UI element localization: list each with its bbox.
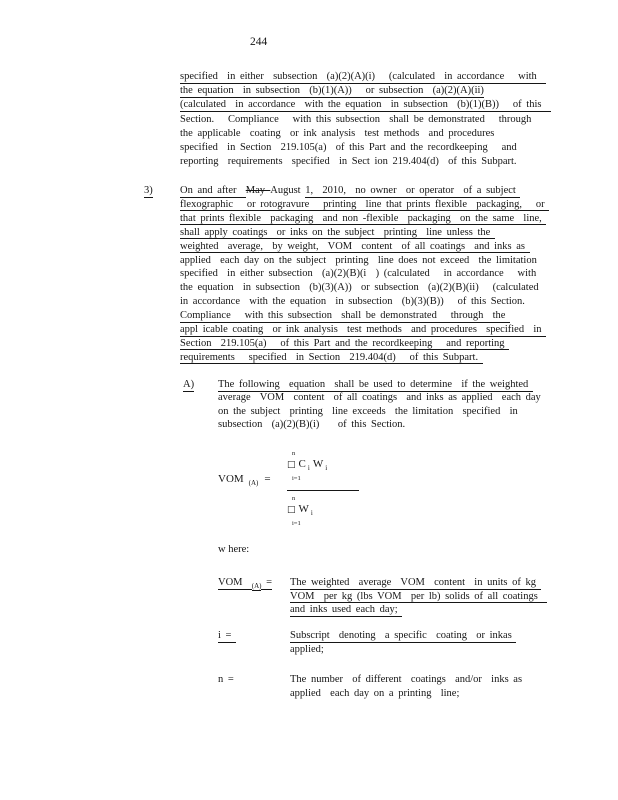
denominator-lower-limit: i=1 xyxy=(292,519,301,527)
text-line xyxy=(180,240,549,254)
underlined-text: Compliance with this subsection shall be demonstrated through the xyxy=(180,310,511,322)
definition-row-i xyxy=(218,629,516,656)
underlined-text: = xyxy=(261,577,273,588)
fraction-bar xyxy=(287,490,359,492)
item-3-label: 3) xyxy=(144,185,153,196)
denominator-term-1-subscript: i xyxy=(310,508,313,517)
paragraph-item-a xyxy=(218,378,541,432)
text-line xyxy=(180,212,549,226)
text-segment: applied each day on the subject printing line does not exceed the limitation xyxy=(180,254,537,266)
text-line xyxy=(180,309,549,323)
text-segment: Section. Compliance with this subsection shall be demonstrated through xyxy=(180,113,532,125)
text-segment: in accordance with the equation in subsection (b)(3)(B)) of this Section. xyxy=(180,296,525,308)
definition-row-vom-a xyxy=(218,576,547,617)
underlined-text: that prints flexible packaging and non -flexible packaging on the same line, xyxy=(180,212,547,224)
page-number: 244 xyxy=(250,36,268,48)
item-a-label: A) xyxy=(183,379,195,390)
underlined-text: flexographic or rotogravure printing line that prints flexible packaging, or xyxy=(180,198,550,210)
where-label: w here: xyxy=(218,544,250,555)
text-line xyxy=(180,127,551,141)
text-segment: subsection (a)(2)(B)(i) of this Section. xyxy=(218,419,406,431)
text-line xyxy=(290,576,547,590)
numerator-term-1: C xyxy=(298,458,306,470)
text-line xyxy=(180,351,549,365)
text-segment: reporting requirements specified in Sect ion 219.404(d) of this Subpart. xyxy=(180,156,517,168)
text-line xyxy=(180,295,549,309)
underlined-text: 1, 2010, no owner or operator of a subject xyxy=(305,185,521,196)
underlined-text: (A) xyxy=(251,581,262,590)
underlined-text: VOM per kg (lbs VOM per lb) solids of all coatings xyxy=(290,590,548,602)
equation-lhs xyxy=(218,473,271,487)
text-line xyxy=(180,267,549,281)
underlined-text: The weighted average VOM content in units of kg xyxy=(290,577,541,588)
underlined-text: The following equation shall be used to determine if the weighted xyxy=(218,379,533,390)
underlined-text: On and after xyxy=(180,185,246,196)
text-segment: average VOM content of all coatings and inks as applied each day xyxy=(218,392,541,404)
text-line xyxy=(290,629,516,643)
text-line xyxy=(180,70,551,84)
text-segment: The number of different coatings and/or inks as xyxy=(290,674,523,685)
denominator-term-1: W xyxy=(298,503,309,515)
definition-text xyxy=(290,576,547,617)
text-segment: the applicable coating or ink analysis test methods and procedures xyxy=(180,127,495,139)
underlined-text: the equation in subsection (b)(1)(A)) or subsection (a)(2)(A)(ii) xyxy=(180,85,484,97)
definition-row-n xyxy=(218,673,522,700)
underlined-text: appl icable coating or ink analysis test methods and procedures specified in xyxy=(180,324,547,336)
underlined-text: specified in either subsection (a)(2)(A)(i) (calculated in accordance with xyxy=(180,71,547,82)
underlined-text: VOM xyxy=(218,577,252,588)
text-segment: applied; xyxy=(290,643,324,655)
definition-text xyxy=(290,673,522,700)
text-line xyxy=(180,113,551,127)
underlined-text: Section 219.105(a) of this Part and the recordkeeping and reporting xyxy=(180,337,510,349)
definition-term xyxy=(218,576,272,593)
text-segment: specified in Section 219.105(a) of this Part and the recordkeeping and xyxy=(180,142,517,154)
underlined-text: and inks used each day; xyxy=(290,604,403,616)
text-segment: n = xyxy=(218,674,234,685)
text-line xyxy=(180,184,549,198)
underlined-text: weighted average, by weight, VOM content of all coatings and inks as xyxy=(180,240,530,252)
numerator-expression xyxy=(287,458,359,475)
underlined-text: Subscript denoting a specific coating or inkas xyxy=(290,630,517,641)
equation-lhs-base: VOM xyxy=(218,473,244,485)
denominator-expression xyxy=(287,503,359,520)
text-segment: the equation in subsection (b)(3)(A)) or subsection (a)(2)(B)(ii) (calculated xyxy=(180,282,539,294)
numerator-term-2-subscript: i xyxy=(325,463,328,472)
paragraph-item-3 xyxy=(180,184,549,365)
text-line xyxy=(290,687,522,701)
text-line xyxy=(290,590,547,604)
numerator-upper-limit: n xyxy=(292,450,296,457)
text-line xyxy=(218,391,541,404)
text-line xyxy=(218,418,541,431)
text-segment: August xyxy=(270,185,306,196)
definition-term xyxy=(218,629,236,643)
struck-text: May– xyxy=(245,185,271,196)
underlined-text: i = xyxy=(218,630,237,641)
text-line xyxy=(218,378,541,391)
equals-sign: = xyxy=(264,473,271,485)
text-line xyxy=(180,198,549,212)
text-line xyxy=(180,141,551,155)
underlined-text: requirements specified in Section 219.404(d) of this Subpart. xyxy=(180,351,483,363)
text-line xyxy=(180,155,551,169)
sum-symbol-box-icon: □ xyxy=(287,460,296,470)
text-segment: applied each day on a printing line; xyxy=(290,687,460,699)
text-line xyxy=(180,84,551,98)
text-line xyxy=(290,643,516,657)
text-line xyxy=(180,323,549,337)
text-line xyxy=(290,603,547,617)
text-line xyxy=(180,281,549,295)
text-segment: specified in either subsection (a)(2)(B)(i ) (calculated in accordance with xyxy=(180,268,537,280)
paragraph-continuation xyxy=(180,70,551,169)
text-line xyxy=(180,226,549,240)
text-line xyxy=(180,98,551,112)
underlined-text: (calculated in accordance with the equation in subsection (b)(1)(B)) of this xyxy=(180,99,551,111)
text-line xyxy=(180,254,549,268)
numerator-term-1-subscript: i xyxy=(307,463,310,472)
underlined-text: shall apply coatings or inks on the subject printing line unless the xyxy=(180,226,495,238)
definition-term xyxy=(218,673,234,687)
equation-lhs-subscript: (A) xyxy=(248,478,259,487)
text-line xyxy=(180,337,549,351)
text-line xyxy=(218,405,541,418)
text-segment: on the subject printing line exceeds the limitation specified in xyxy=(218,405,518,417)
denominator-upper-limit: n xyxy=(292,495,296,502)
sum-symbol-box-icon: □ xyxy=(287,505,296,515)
numerator-term-2: W xyxy=(312,458,324,470)
definition-text xyxy=(290,629,516,656)
equation-fraction xyxy=(287,450,359,528)
numerator-lower-limit: i=1 xyxy=(292,474,301,482)
text-line xyxy=(290,673,522,687)
